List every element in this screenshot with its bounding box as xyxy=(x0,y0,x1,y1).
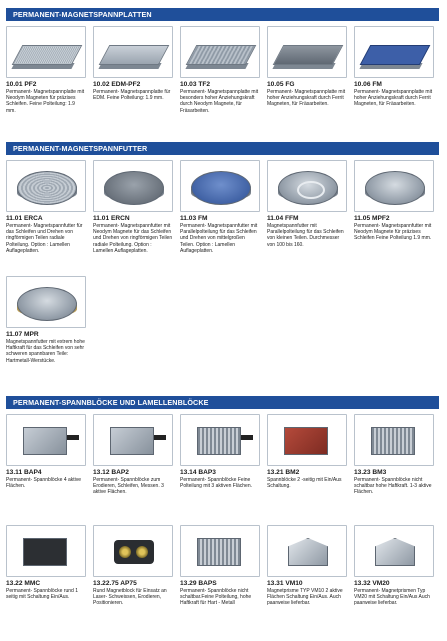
product-code: 10.05 FG xyxy=(267,81,295,88)
product-card-13-21-bm2[interactable] xyxy=(267,414,347,489)
product-code: 11.04 FFM xyxy=(267,215,299,222)
product-card-13-11-bap4[interactable] xyxy=(6,414,86,489)
product-image-ercn xyxy=(93,160,173,212)
product-code: 13.23 BM3 xyxy=(354,469,387,476)
product-description: Magnetspannfutter mit Parallelpolteilung für das Schleifen von kleinen Teilen. Durchmesser von 100 bis 160. xyxy=(267,223,344,248)
product-description: Magnetprisme TYP VM10 2 aktive Flächen Schaltung Ein/Aus. Auch paarweise lieferbar. xyxy=(267,588,343,607)
product-description: Permanent- Spannblöcke rund 1 seitig mit Schaltung Ein/Aus. xyxy=(6,588,78,601)
product-code: 13.21 BM2 xyxy=(267,469,300,476)
product-description: Permanent- Magnetspannplatte für EDM. Feine Polteilung: 1.9 mm. xyxy=(93,89,171,102)
product-code: 11.05 MPF2 xyxy=(354,215,390,222)
product-code: 10.01 PF2 xyxy=(6,81,37,88)
product-code: 13.14 BAP3 xyxy=(180,469,216,476)
product-code: 11.03 FM xyxy=(180,215,208,222)
section-header-magnetspannplatten: PERMANENT-MAGNETSPANNPLATTEN xyxy=(6,8,439,21)
product-description: Permanent- Magnetspannfutter mit Parallelpolteilung für das Schleifen und Drehen von mittelgroßen Teilen. Option : Lamellen Auflageplatten. xyxy=(180,223,258,254)
product-description: Permanent- Magnetspannfutter mit Neodym Magnete für das Schleifen und Drehen von ringförmigen Teilen radiale Polteilung. Option : Lamellen Auflageplatten. xyxy=(93,223,173,254)
product-code: 10.03 TF2 xyxy=(180,81,211,88)
product-image-ap75 xyxy=(93,525,173,577)
product-description: Permanent- Magnetspannfutter mit Neodym Magnete für präzises Schleifen Feine Polteilung 1.9 mm. xyxy=(354,223,432,242)
section-header-magnetspannfutter: PERMANENT-MAGNETSPANNFUTTER xyxy=(6,142,439,155)
product-card-10-03-tf2[interactable] xyxy=(180,26,260,114)
product-image-bm3 xyxy=(354,414,434,466)
product-description: Permanent- Magnetspannplatte mit besonders hoher Anziehungskraft durch Neodym Magnete, für Fräsarbeiten. xyxy=(180,89,259,114)
product-code: 13.12 BAP2 xyxy=(93,469,129,476)
product-description: Magnetspannfutter mit extrem hohe Haftkraft für das Schleifen von sehr schweren spannbaren Teile: Hartmetall-Werstücke. xyxy=(6,339,85,364)
product-image-tf2 xyxy=(180,26,260,78)
product-card-13-22-mmc[interactable] xyxy=(6,525,86,600)
product-card-10-06-fm[interactable] xyxy=(354,26,434,108)
product-card-13-22-75-ap75[interactable] xyxy=(93,525,173,607)
product-code: 10.06 FM xyxy=(354,81,382,88)
product-card-10-02-edm-pf2[interactable] xyxy=(93,26,173,101)
product-description: Permanent- Magnetspannplatte mit hoher Anziehungskraft durch Ferrit Magneten, für Fräsarbeiten. xyxy=(354,89,433,108)
product-image-ffm xyxy=(267,160,347,212)
product-card-13-14-bap3[interactable] xyxy=(180,414,260,489)
product-card-10-05-fg[interactable] xyxy=(267,26,347,108)
product-card-11-07-mpr[interactable] xyxy=(6,276,86,364)
product-description: Permanent- Spannblöcke nicht schaltbar.Feine Polteilung, hohe Haftkraft für Hart - Metall xyxy=(180,588,252,607)
section-header-spannbloecke: PERMANENT-SPANNBLÖCKE UND LAMELLENBLÖCKE xyxy=(6,396,439,409)
product-description: Permanent- Magnetspannplatte mit Neodym Magneten für präzises Schleifen. Feine Polteilung: 1.9 mm. xyxy=(6,89,85,114)
product-code: 13.32 VM20 xyxy=(354,580,390,587)
product-card-11-05-mpf2[interactable] xyxy=(354,160,434,242)
product-card-11-01-ercn[interactable] xyxy=(93,160,173,254)
product-description: Permanent- Spannblöcke nicht schaltbar hohe Haftkraft. 1-3 aktive Flächen. xyxy=(354,477,432,496)
product-image-bap2 xyxy=(93,414,173,466)
product-description: Permanent- Magnetspannplatte mit hoher Anziehungskraft durch Ferrit Magneten, für Fräsarbeiten. xyxy=(267,89,346,108)
product-code: 10.02 EDM-PF2 xyxy=(93,81,141,88)
product-card-13-32-vm20[interactable] xyxy=(354,525,434,607)
product-image-vm10 xyxy=(267,525,347,577)
product-description: Permanent- Spannblöcke Feine Polteilung mit 3 aktiven Flächen. xyxy=(180,477,252,490)
product-description: Permanent- Magnetprismen Typ VM20 mit Schaltung Ein/Aus Auch paarweise lieferbar. xyxy=(354,588,430,607)
product-description: Rund Magnetblock für Einsatz an Laser- Schweissen, Erodieren, Positionieren. xyxy=(93,588,167,607)
product-code: 11.07 MPR xyxy=(6,331,39,338)
product-code: 11.01 ERCN xyxy=(93,215,130,222)
product-image-mpf2 xyxy=(354,160,434,212)
product-description: Spannblöcke 2 -seitig mit Ein/Aus Schaltung. xyxy=(267,477,342,490)
product-image-baps xyxy=(180,525,260,577)
product-code: 11.01 ERCA xyxy=(6,215,43,222)
product-code: 13.31 VM10 xyxy=(267,580,303,587)
product-image-11-03-fm xyxy=(180,160,260,212)
product-card-13-29-baps[interactable] xyxy=(180,525,260,607)
product-card-11-01-erca[interactable] xyxy=(6,160,86,254)
product-image-mpr xyxy=(6,276,86,328)
product-image-vm20 xyxy=(354,525,434,577)
product-description: Permanent- Spannblöcke 4 aktive Flächen. xyxy=(6,477,82,490)
product-image-bap3 xyxy=(180,414,260,466)
product-image-fm xyxy=(354,26,434,78)
product-image-fg xyxy=(267,26,347,78)
product-card-13-31-vm10[interactable] xyxy=(267,525,347,607)
product-code: 13.29 BAPS xyxy=(180,580,217,587)
product-image-bm2 xyxy=(267,414,347,466)
product-card-13-12-bap2[interactable] xyxy=(93,414,173,496)
product-card-13-23-bm3[interactable] xyxy=(354,414,434,496)
product-code: 13.22.75 AP75 xyxy=(93,580,137,587)
product-image-mmc xyxy=(6,525,86,577)
product-image-erca xyxy=(6,160,86,212)
product-image-pf2 xyxy=(6,26,86,78)
product-code: 13.22 MMC xyxy=(6,580,41,587)
product-description: Permanent- Spannblöcke zum Erodieren, Schleifen, Messen. 3 aktive Flächen. xyxy=(93,477,164,496)
product-card-10-01-pf2[interactable] xyxy=(6,26,86,114)
product-image-edm-pf2 xyxy=(93,26,173,78)
product-code: 13.11 BAP4 xyxy=(6,469,42,476)
product-image-bap4 xyxy=(6,414,86,466)
product-card-11-04-ffm[interactable] xyxy=(267,160,347,248)
product-description: Permanent- Magnetspannfutter für das Schleifen und Drehen von ringförmigen Teilen radiale Polteilung. Option : Lamellen Auflageplatten. xyxy=(6,223,83,254)
product-card-11-03-fm[interactable] xyxy=(180,160,260,254)
